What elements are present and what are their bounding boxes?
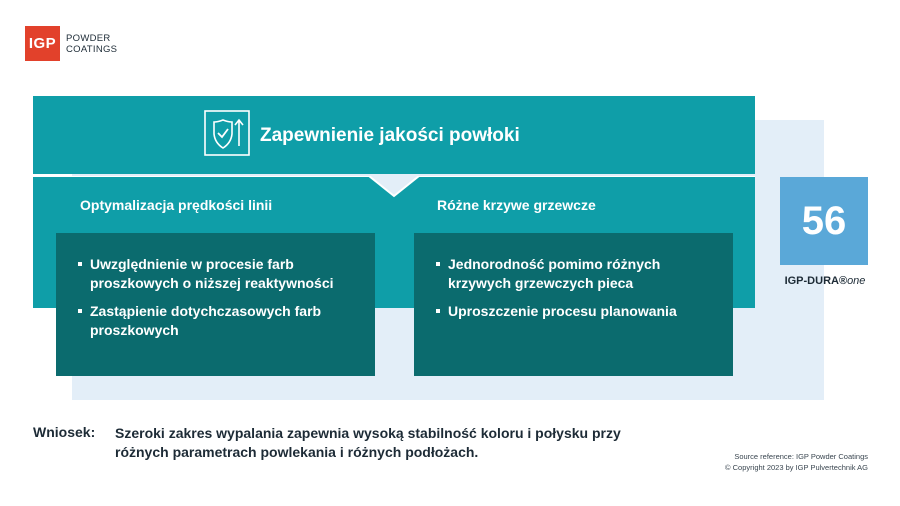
logo-text [66,33,117,55]
source-reference [725,451,868,473]
shield-check-icon [204,110,250,156]
list-item: Zastąpienie dotychczasowych farb proszkowych [78,302,361,340]
igp-logo [25,26,117,61]
left-bullet-list [56,233,375,340]
logo-line2: COATINGS [66,43,118,55]
badge-label [780,275,870,287]
source-line: Source reference: IGP Powder Coatings [734,452,868,461]
page-title: Zapewnienie jakości powłoki [260,125,520,146]
conclusion-label: Wniosek: [33,424,96,440]
right-card [414,233,733,376]
left-column-label: Optymalizacja prędkości linii [80,197,273,213]
badge-label-suffix: one [847,275,866,287]
copyright-line: © Copyright 2023 by IGP Pulvertechnik AG [725,463,868,472]
list-item: Uwzględnienie w procesie farb proszkowych o niższej reaktywności [78,255,361,293]
left-card [56,233,375,376]
conclusion-text: Szeroki zakres wypalania zapewnia wysoką stabilność koloru i połysku przy różnych parametrach powlekania i różnych podłożach. [115,425,621,460]
logo-mark: IGP [25,26,60,61]
list-item: Uproszczenie procesu planowania [436,302,719,321]
badge-number: 56 [780,177,868,265]
right-column-label: Różne krzywe grzewcze [437,197,596,213]
list-item: Jednorodność pomimo różnych krzywych grzewczych pieca [436,255,719,293]
logo-line1: POWDER [66,32,111,44]
badge-label-main: IGP-DURA® [784,275,848,287]
right-bullet-list [414,233,733,321]
